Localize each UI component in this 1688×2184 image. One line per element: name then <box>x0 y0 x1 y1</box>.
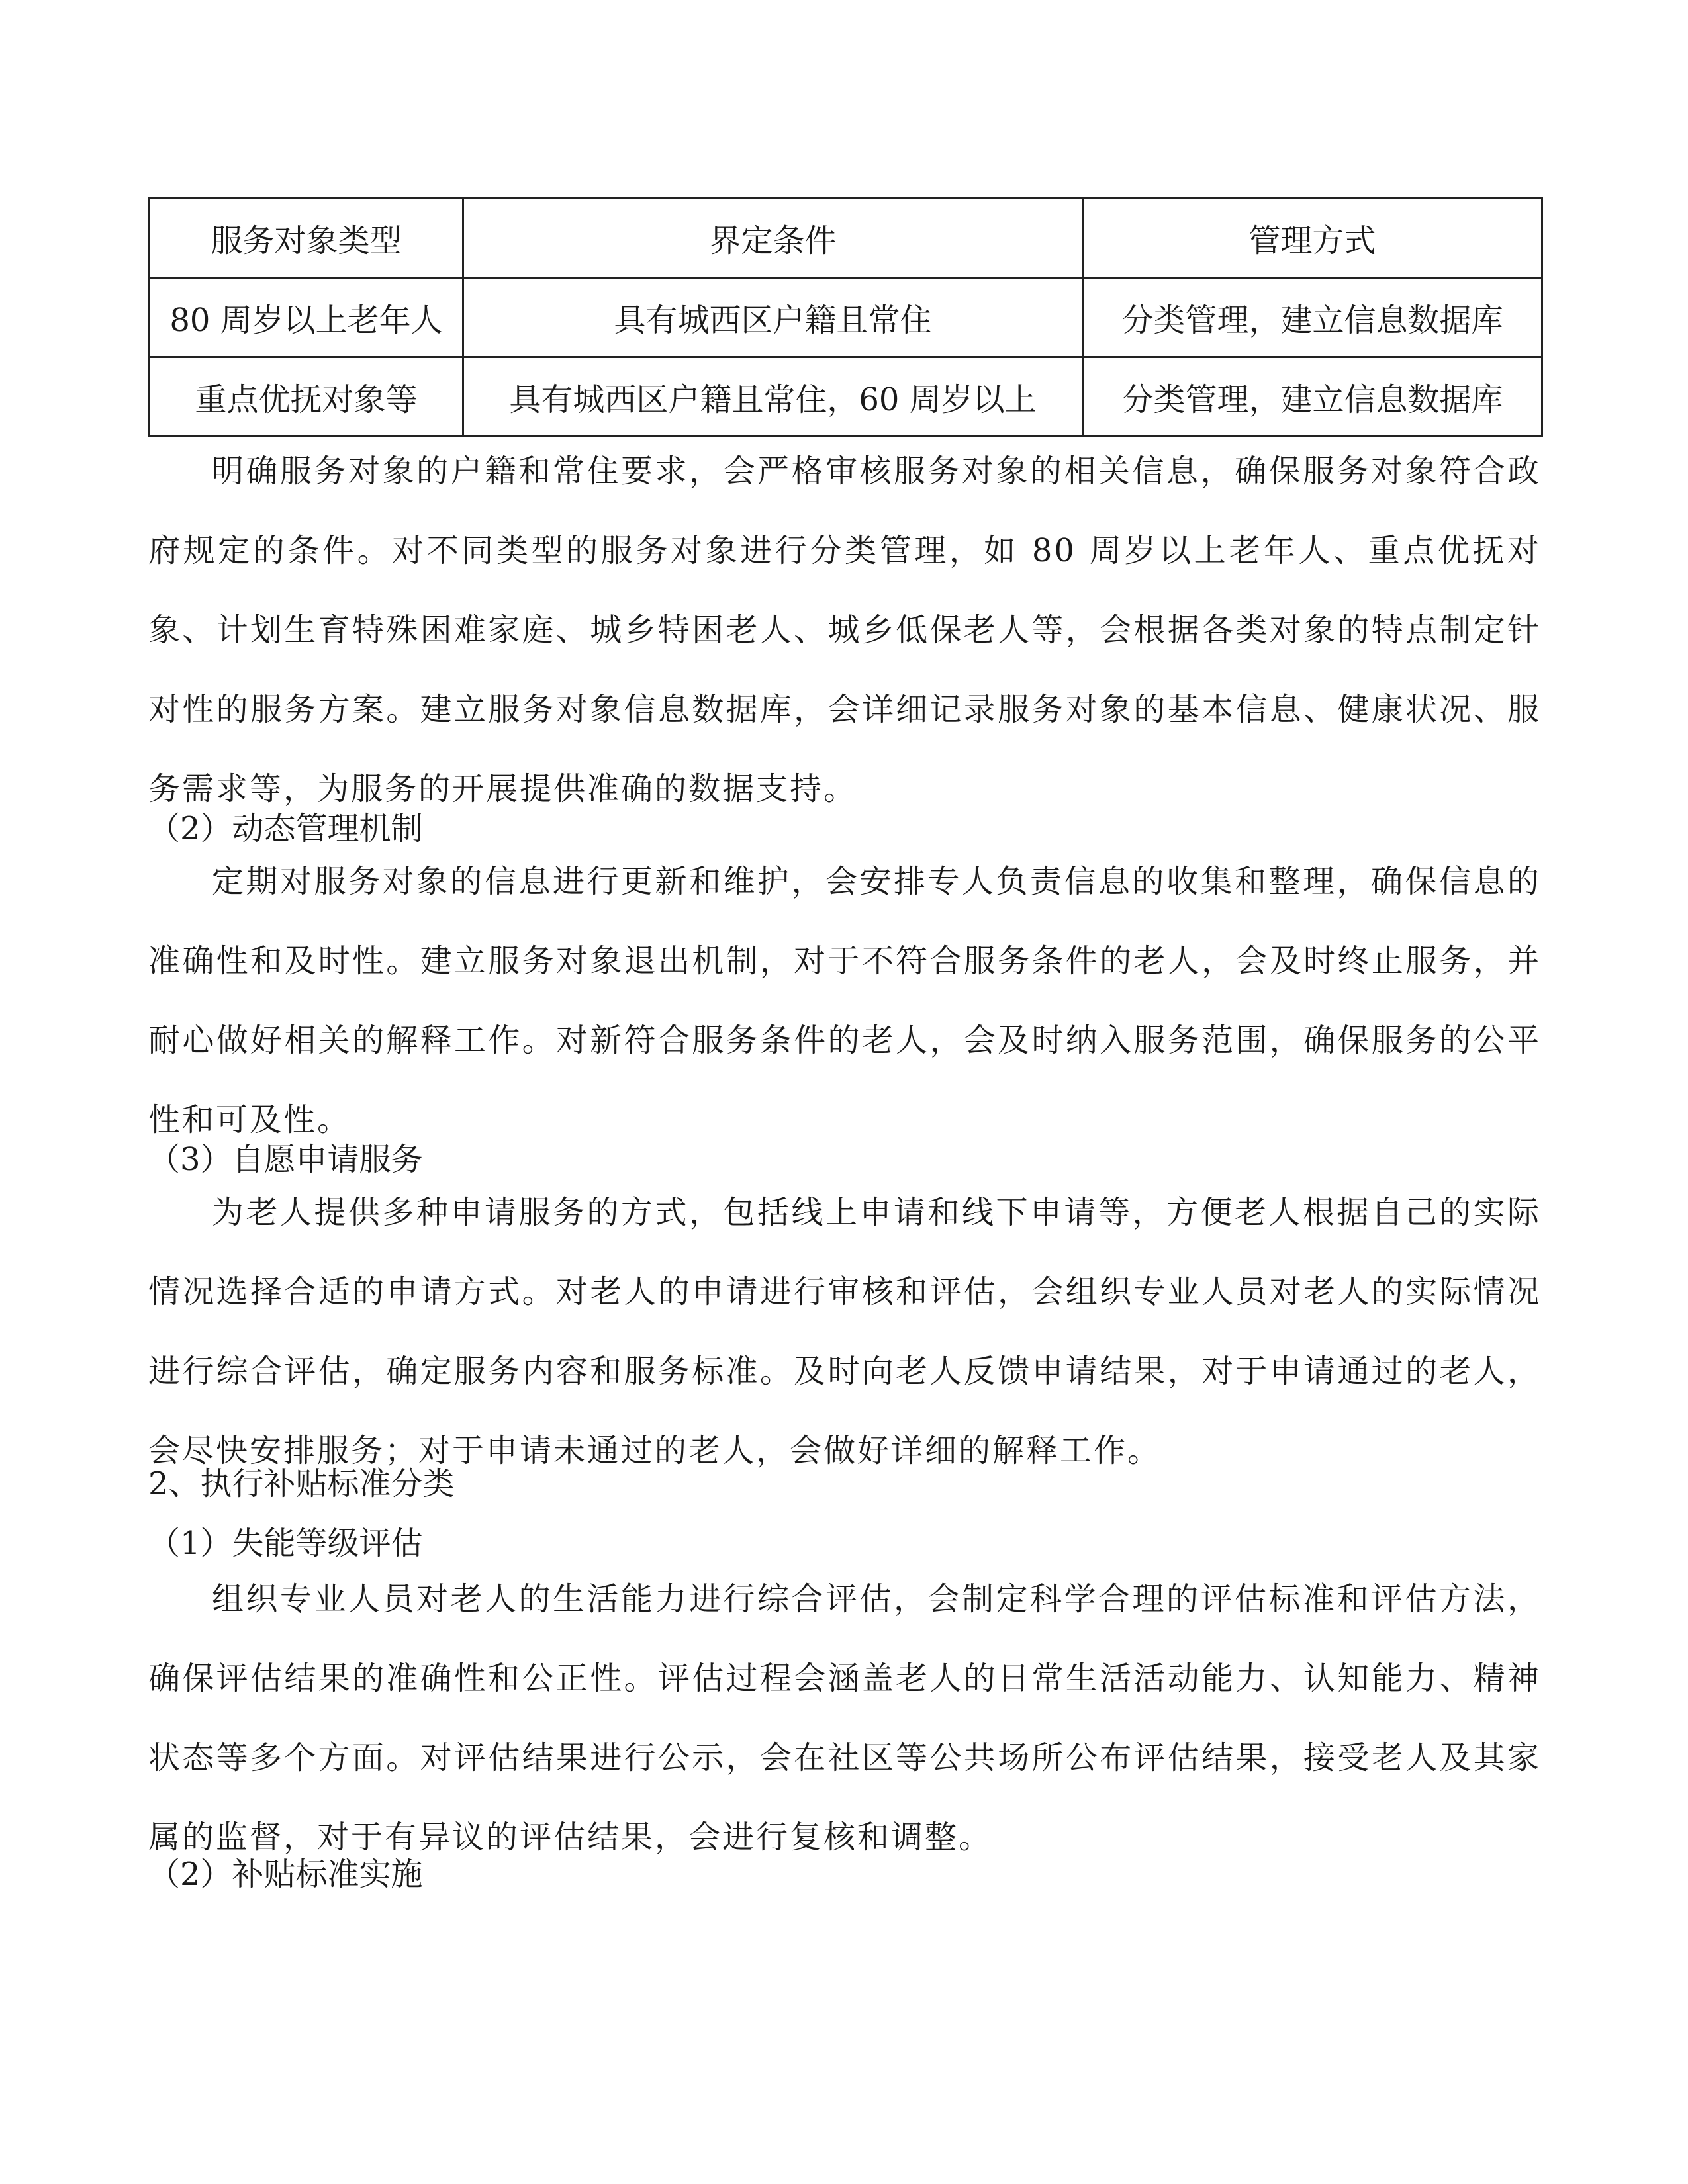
paragraph: 定期对服务对象的信息进行更新和维护，会安排专人负责信息的收集和整理，确保信息的准确性和及时性。建立服务对象退出机制，对于不符合服务条件的老人，会及时终止服务，并耐心做好相关的解释工作。对新符合服务条件的老人，会及时纳入服务范围，确保服务的公平性和可及性。 <box>148 863 1541 1138</box>
table-cell: 具有城西区户籍且常住，60 周岁以上 <box>463 357 1083 437</box>
paragraph: 明确服务对象的户籍和常住要求，会严格审核服务对象的相关信息，确保服务对象符合政府规定的条件。对不同类型的服务对象进行分类管理，如 80 周岁以上老年人、重点优抚对象、计划生育特殊困难家庭、城乡特困老人、城乡低保老人等，会根据各类对象的特点制定针对性的服务方案。建立服务对象信息数据库，会详细记录服务对象的基本信息、健康状况、服务需求等，为服务的开展提供准确的数据支持。 <box>148 453 1541 807</box>
table-cell: 重点优抚对象等 <box>150 357 463 437</box>
section-heading: 2、执行补贴标准分类 <box>148 1465 455 1502</box>
service-target-table <box>148 197 1543 437</box>
subheading: （2）动态管理机制 <box>148 810 423 847</box>
table-cell: 分类管理，建立信息数据库 <box>1083 278 1542 357</box>
subheading: （1）失能等级评估 <box>148 1525 423 1562</box>
paragraph: 组织专业人员对老人的生活能力进行综合评估，会制定科学合理的评估标准和评估方法，确保评估结果的准确性和公正性。评估过程会涵盖老人的日常生活活动能力、认知能力、精神状态等多个方面。对评估结果进行公示，会在社区等公共场所公布评估结果，接受老人及其家属的监督，对于有异议的评估结果，会进行复核和调整。 <box>148 1580 1541 1856</box>
subheading: （2）补贴标准实施 <box>148 1856 423 1893</box>
table-cell: 分类管理，建立信息数据库 <box>1083 357 1542 437</box>
paragraph: 为老人提供多种申请服务的方式，包括线上申请和线下申请等，方便老人根据自己的实际情况选择合适的申请方式。对老人的申请进行审核和评估，会组织专业人员对老人的实际情况进行综合评估，确定服务内容和服务标准。及时向老人反馈申请结果，对于申请通过的老人，会尽快安排服务；对于申请未通过的老人，会做好详细的解释工作。 <box>148 1194 1541 1469</box>
table-header-cell: 服务对象类型 <box>150 199 463 278</box>
table-cell: 80 周岁以上老年人 <box>150 278 463 357</box>
table-header-row <box>150 199 1542 278</box>
table-header-cell: 管理方式 <box>1083 199 1542 278</box>
table-row <box>150 278 1542 357</box>
table-cell: 具有城西区户籍且常住 <box>463 278 1083 357</box>
subheading: （3）自愿申请服务 <box>148 1141 423 1178</box>
table-header-cell: 界定条件 <box>463 199 1083 278</box>
table-row <box>150 357 1542 437</box>
